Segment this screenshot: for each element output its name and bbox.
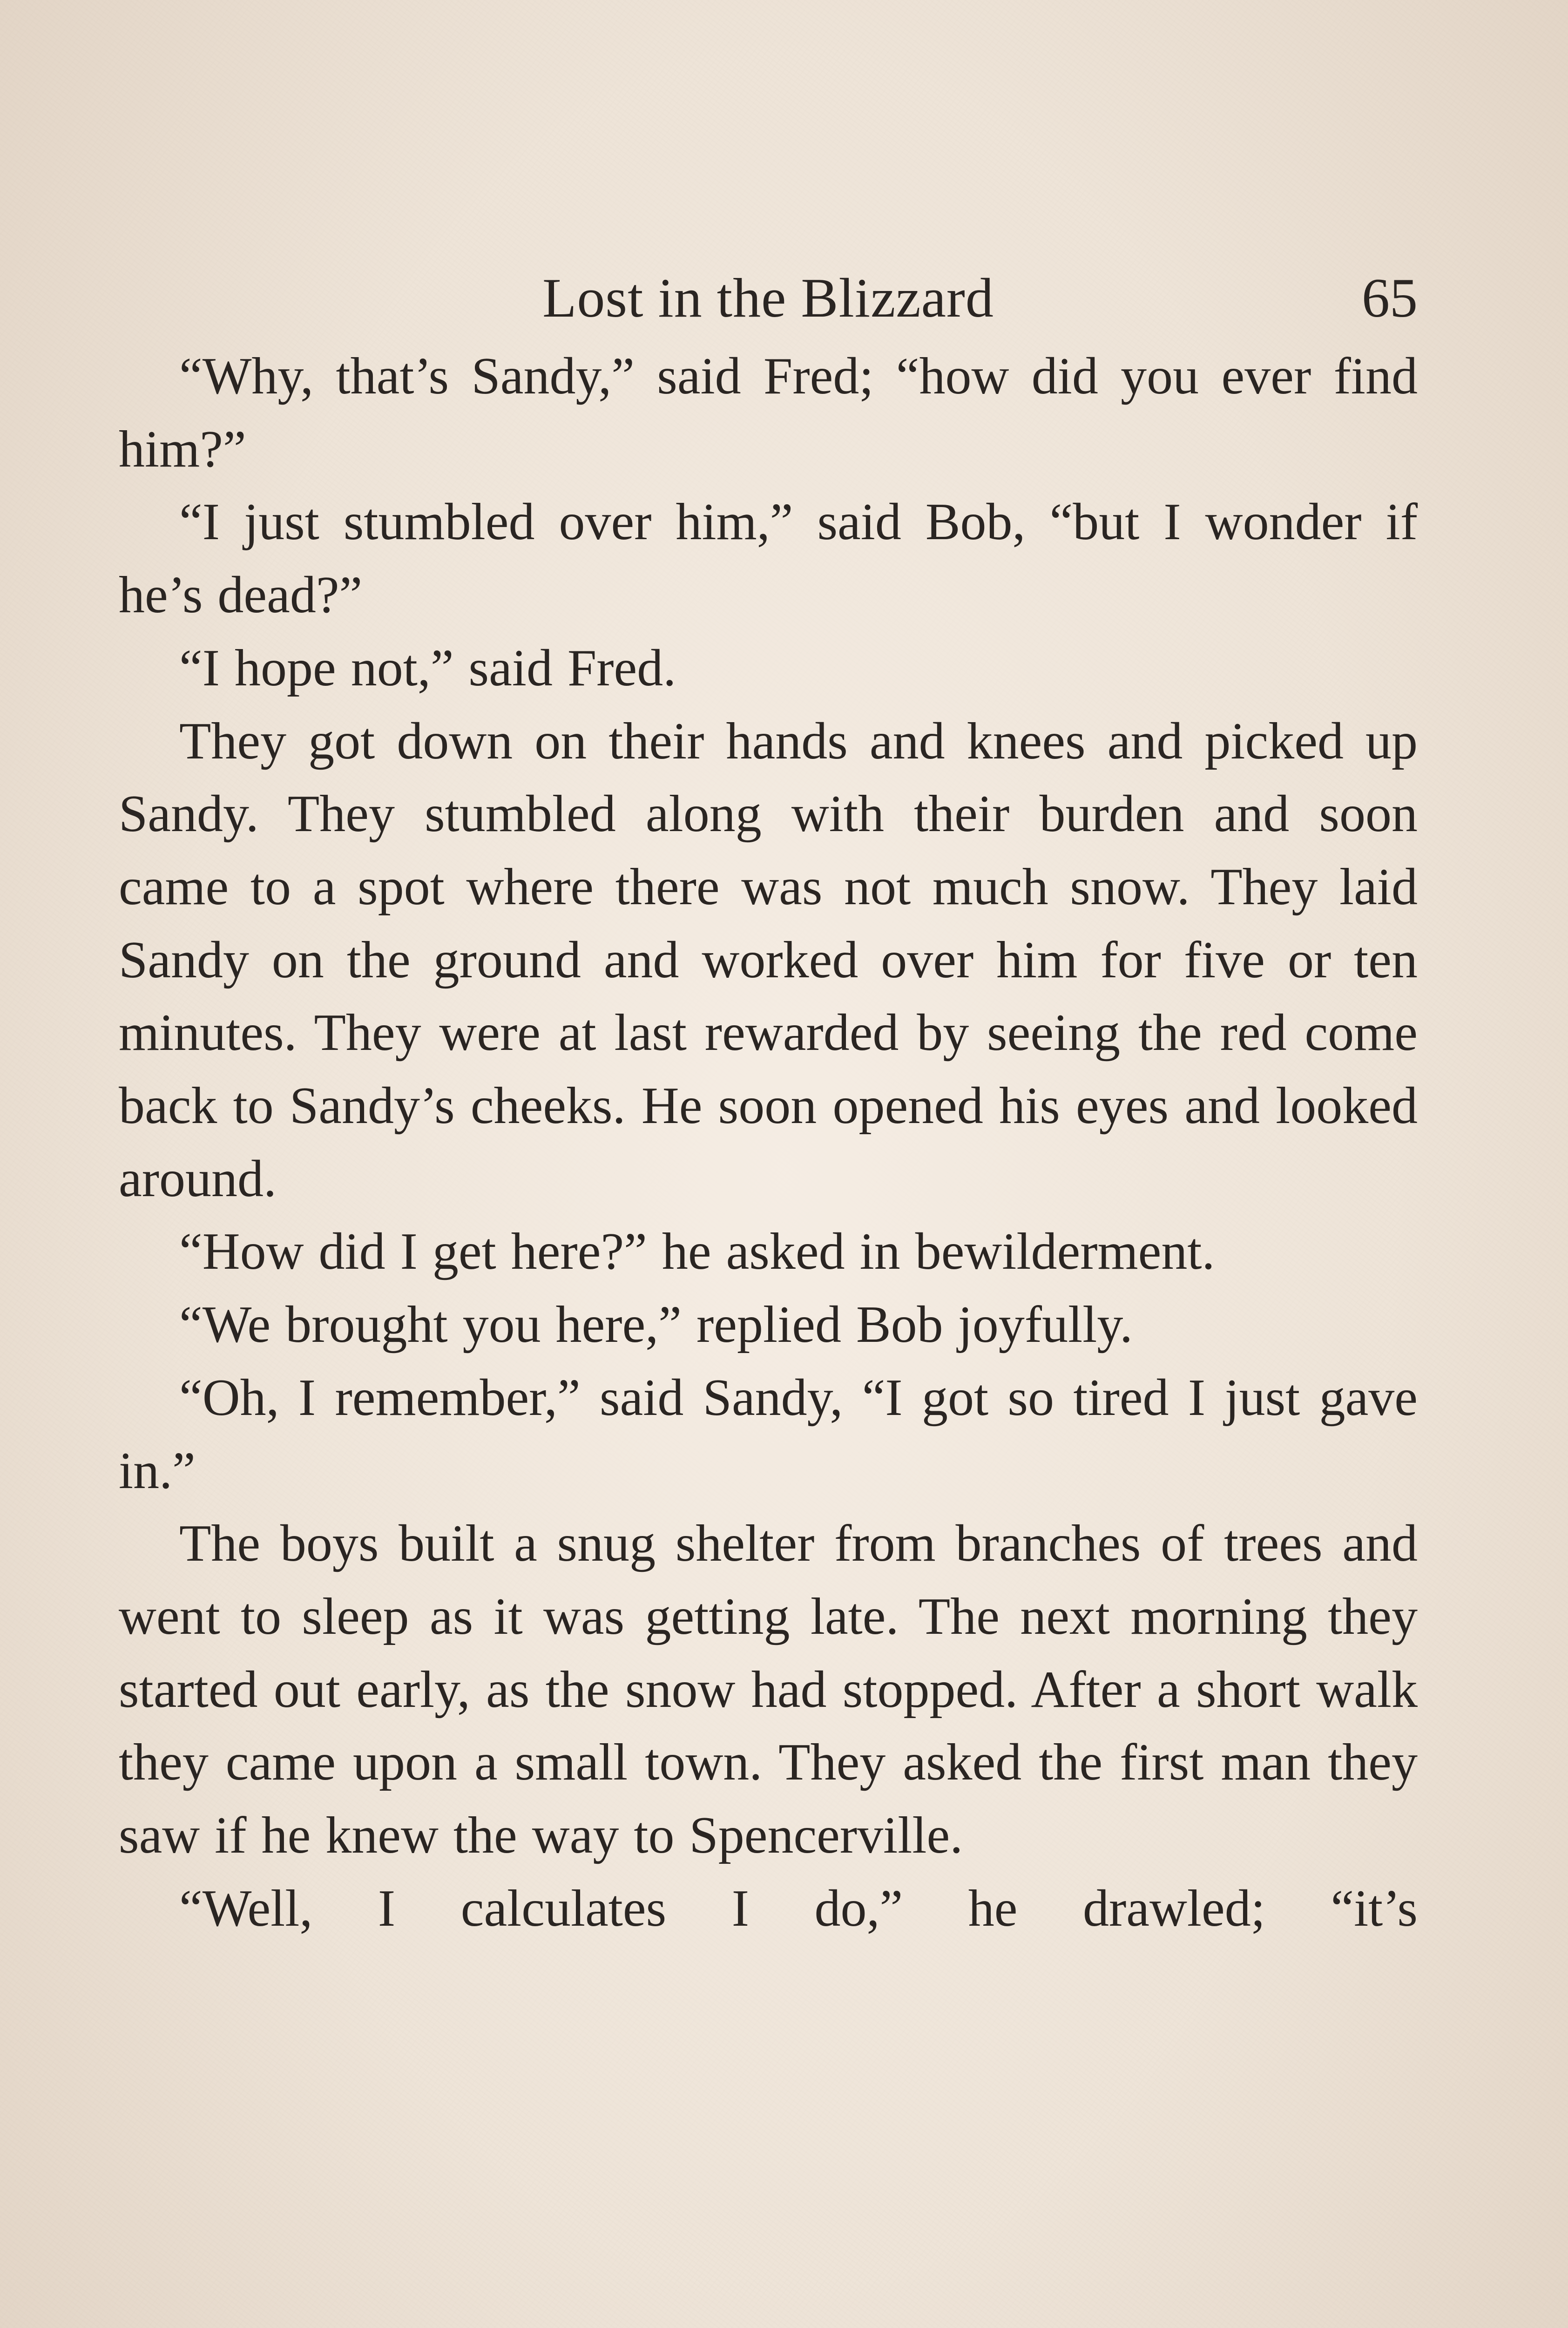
paragraph: “Why, that’s Sandy,” said Fred; “how did you ever find him?” (119, 347, 1418, 478)
page-number: 65 (1362, 267, 1418, 329)
book-page (119, 261, 1418, 1945)
body-text (119, 340, 1418, 1945)
paragraph: “How did I get here?” he asked in bewilderment. (179, 1223, 1215, 1281)
paragraph: “Oh, I remember,” said Sandy, “I got so tired I just gave in.” (119, 1368, 1418, 1500)
paragraph: “I just stumbled over him,” said Bob, “but I wonder if he’s dead?” (119, 493, 1418, 624)
paragraph: “We brought you here,” replied Bob joyfully. (179, 1296, 1133, 1354)
paragraph: “Well, I calculates I do,” he drawled; “it’s (179, 1879, 1418, 1937)
paragraph: They got down on their hands and knees and picked up Sandy. They stumbled along with their burden and soon came to a spot where there was not much snow. They laid Sandy on the ground and worked over him for five or ten minutes. They were at last rewarded by seeing the red come back to Sandy’s cheeks. He soon opened his eyes and looked around. (119, 712, 1418, 1208)
paragraph: The boys built a snug shelter from branches of trees and went to sleep as it was getting late. The next morning they started out early, as the snow had stopped. After a short walk they came upon a small town. They asked the first man they saw if he knew the way to Spencerville. (119, 1515, 1418, 1865)
paragraph: “I hope not,” said Fred. (179, 639, 676, 697)
chapter-title: Lost in the Blizzard (542, 267, 994, 329)
running-header (119, 261, 1418, 335)
